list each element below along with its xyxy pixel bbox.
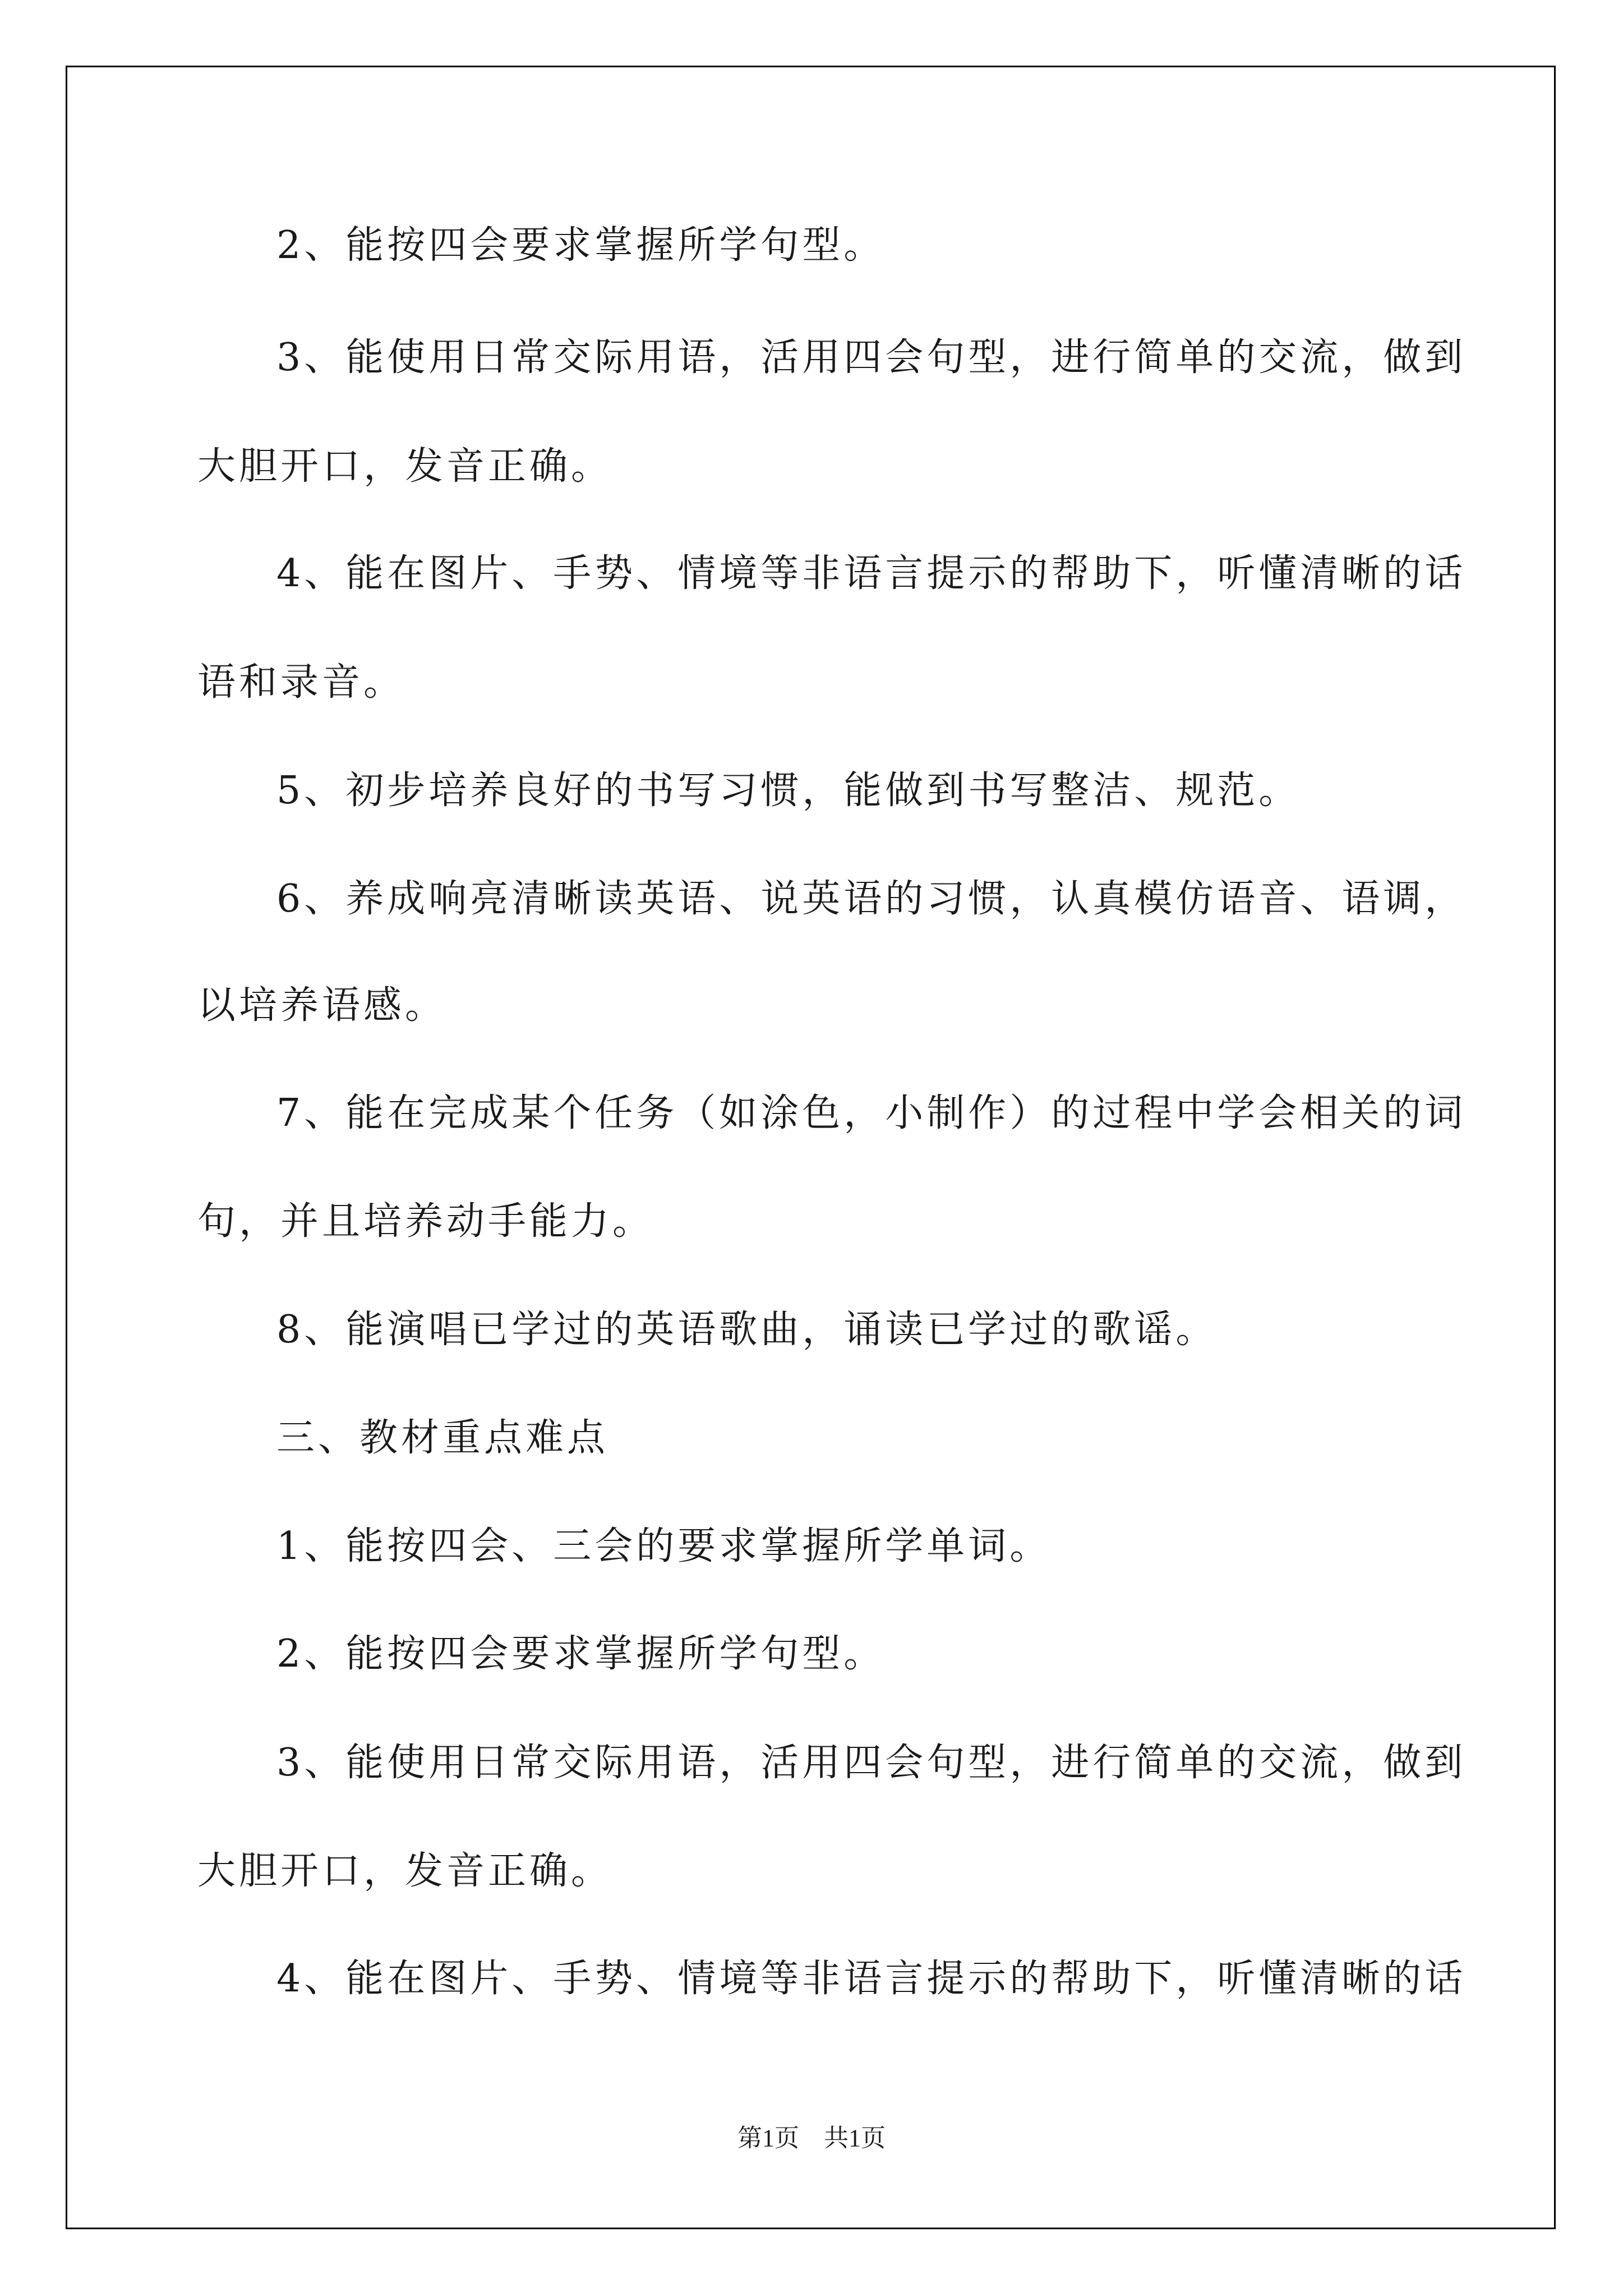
paragraph-line: 3、能使用日常交际用语，活用四会句型，进行简单的交流，做到 [276,1741,1467,1785]
paragraph-line: 2、能按四会要求掌握所学句型。 [276,223,886,268]
paragraph-line: 7、能在完成某个任务（如涂色，小制作）的过程中学会相关的词 [276,1091,1467,1135]
paragraph-line: 1、能按四会、三会的要求掌握所学单词。 [276,1524,1052,1568]
paragraph-line: 大胆开口，发音正确。 [197,1849,613,1893]
paragraph-line: 2、能按四会要求掌握所学句型。 [276,1632,886,1676]
paragraph-line: 大胆开口，发音正确。 [197,444,613,489]
section-heading: 三、教材重点难点 [276,1416,609,1460]
page-number-footer: 第1页 共1页 [737,2124,886,2152]
paragraph-line: 5、初步培养良好的书写习惯，能做到书写整洁、规范。 [276,769,1301,813]
paragraph-line: 3、能使用日常交际用语，活用四会句型，进行简单的交流，做到 [276,335,1467,380]
paragraph-line: 4、能在图片、手势、情境等非语言提示的帮助下，听懂清晰的话 [276,551,1467,596]
page-border [66,66,1556,2229]
paragraph-line: 句，并且培养动手能力。 [197,1199,654,1244]
paragraph-line: 语和录音。 [197,660,405,705]
paragraph-line: 4、能在图片、手势、情境等非语言提示的帮助下，听懂清晰的话 [276,1957,1467,2001]
paragraph-line: 以培养语感。 [197,983,447,1028]
paragraph-line: 8、能演唱已学过的英语歌曲，诵读已学过的歌谣。 [276,1308,1218,1352]
paragraph-line: 6、养成响亮清晰读英语、说英语的习惯，认真模仿语音、语调， [276,877,1467,921]
